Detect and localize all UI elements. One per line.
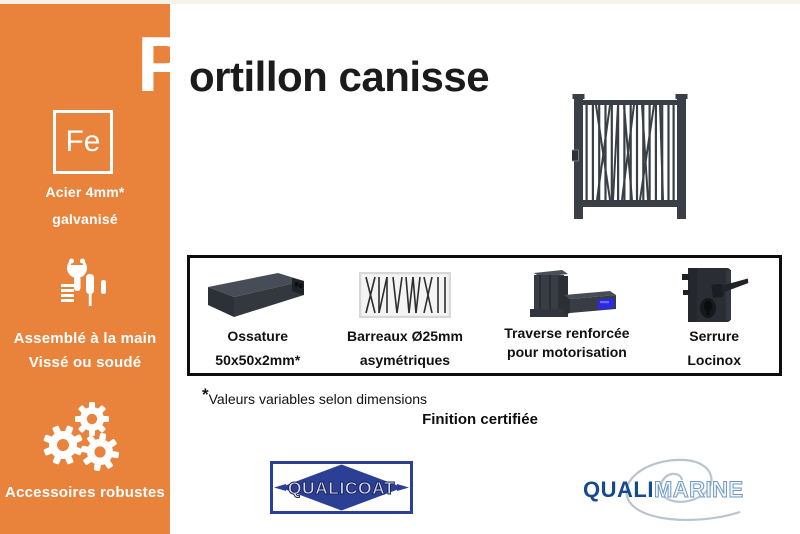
feature-serrure [649,258,779,373]
feature-detail: asymétriques [359,352,451,368]
features-box [187,255,782,376]
accessories-label: Accessoires robustes [5,484,165,501]
feature-title: Serrure [689,328,740,344]
feature-ossature [190,258,325,373]
crossbar-icon [512,267,622,323]
footnote-asterisk: * [202,385,209,404]
bars-pattern-icon [359,267,451,323]
page-title [137,20,490,108]
gate-illustration [572,92,688,229]
feature-detail: Locinox [687,352,742,368]
feature-barreaux [325,258,484,373]
lock-icon [678,267,750,323]
title-drop-cap: P [137,20,190,108]
certification-heading: Finition certifiée [422,411,538,428]
feature-detail: 50x50x2mm* [215,352,301,368]
qualicoat-logo [270,461,413,519]
welded-label: Vissé ou soudé [28,354,142,371]
title-text: ortillon canisse [189,53,490,100]
gears-icon [42,402,128,481]
footnote [202,385,427,407]
tools-icon [50,254,120,323]
feature-title: Traverse renforcée [504,325,630,341]
qualimarine-outline-text: MARINE [653,477,744,502]
gate-handle [572,150,579,161]
frame-profile-icon [206,267,310,323]
svg-text:QUALIMARINE [583,477,744,502]
qualimarine-solid-text: QUALI [583,477,654,502]
footnote-text: Valeurs variables selon dimensions [208,391,428,407]
fe-symbol: Fe [65,125,101,158]
qualicoat-wordmark: QUALICOAT [287,478,396,498]
feature-traverse [484,258,649,373]
feature-title: Ossature [227,328,289,344]
galvanized-label: galvanisé [52,211,118,227]
iron-element-icon [53,110,113,174]
feature-title: Barreaux Ø25mm [347,328,463,344]
feature-detail: pour motorisation [507,344,627,360]
qualimarine-logo [567,452,752,529]
steel-label: Acier 4mm* [45,184,125,200]
assembled-label: Assemblé à la main [13,330,157,347]
